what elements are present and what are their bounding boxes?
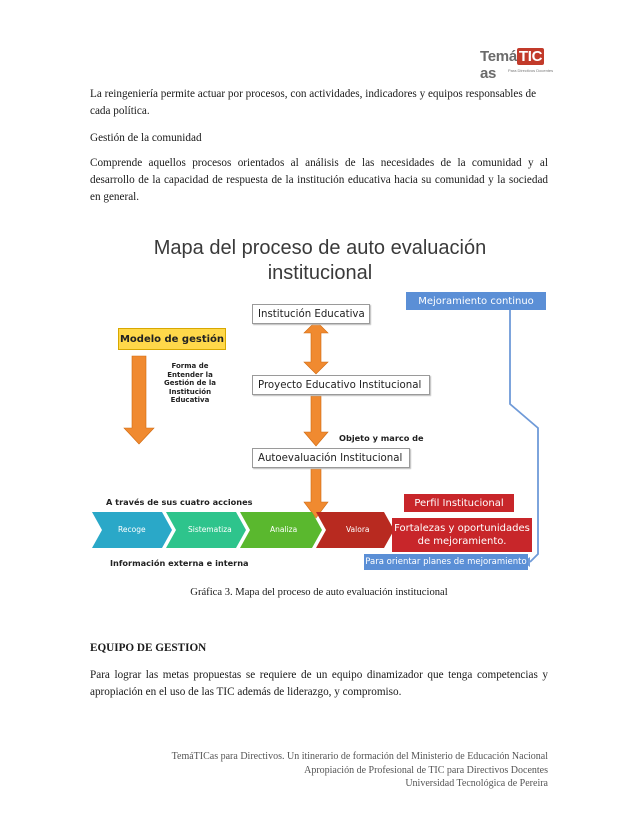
label-sistematiza: Sistematiza: [188, 525, 232, 534]
text-forma-entender: Forma de Entender la Gestión de la Institución Educativa: [164, 362, 216, 404]
logo-wordmark: Temá TICas: [480, 48, 543, 82]
box-fortalezas: Fortalezas y oportunidades de mejoramiento.: [392, 518, 532, 552]
diagram-title: Mapa del proceso de auto evaluación institucional: [153, 237, 487, 284]
label-recoge: Recoge: [118, 525, 146, 534]
down-arrow-3: [304, 469, 328, 518]
label-cuatro-acciones: A través de sus cuatro acciones: [106, 497, 253, 507]
box-modelo-gestion: Modelo de gestión: [118, 328, 226, 350]
heading-equipo-gestion: EQUIPO DE GESTION: [90, 642, 207, 654]
paragraph-comunidad: Comprende aquellos procesos orientados al análisis de las necesidades de la comunidad y al desarrollo de la capacidad de respuesta de la institución educativa hacia su comunidad y la sociedad en general.: [90, 157, 548, 203]
box-mejoramiento-continuo: Mejoramiento continuo: [406, 292, 546, 310]
label-informacion: Información externa e interna: [110, 558, 249, 568]
box-orientar-planes: Para orientar planes de mejoramiento: [364, 554, 528, 570]
double-arrow-1: [304, 321, 328, 374]
box-institucion-educativa: Institución Educativa: [252, 304, 370, 324]
tematicas-logo: [476, 32, 556, 80]
paragraph-reingenieria: La reingeniería permite actuar por procesos, con actividades, indicadores y equipos responsables de cada política.: [90, 88, 537, 117]
left-down-arrow: [124, 356, 154, 444]
down-arrow-2: [304, 396, 328, 446]
figure-caption: Gráfica 3. Mapa del proceso de auto evaluación institucional: [190, 587, 448, 598]
logo-tic-badge: TIC: [518, 48, 543, 65]
heading-gestion-comunidad: Gestión de la comunidad: [90, 132, 202, 144]
page-footer: TemáTICas para Directivos. Un itinerario de formación del Ministerio de Educación Nacional Apropiación de Profesional de TIC para Directivos Docentes Universidad Tecnológica de Pereira: [171, 751, 548, 789]
label-objeto-marco: Objeto y marco de: [339, 433, 424, 443]
process-map-diagram: [92, 236, 548, 580]
label-valora: Valora: [346, 525, 370, 534]
paragraph-equipo: Para lograr las metas propuestas se requiere de un equipo dinamizador que tenga competencias y apropiación en el uso de las TIC además de liderazgo, y compromiso.: [90, 669, 548, 698]
logo-subtitle: Para Directivos Docentes: [508, 68, 554, 73]
label-analiza: Analiza: [270, 525, 298, 534]
box-perfil-institucional: Perfil Institucional: [404, 494, 514, 512]
box-proyecto-educativo: Proyecto Educativo Institucional: [252, 375, 430, 395]
box-autoevaluacion: Autoevaluación Institucional: [252, 448, 410, 468]
